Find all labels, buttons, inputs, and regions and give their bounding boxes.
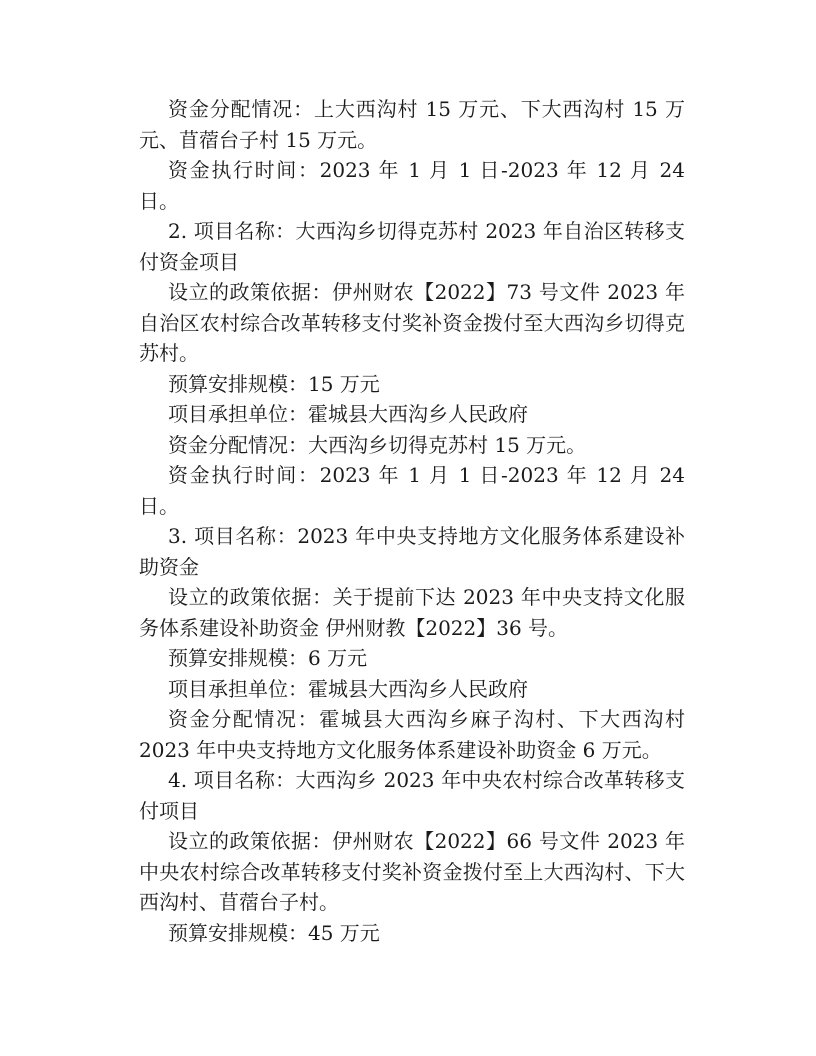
paragraph-project-2-budget: 预算安排规模：15 万元 — [168, 371, 380, 396]
paragraph-execution-time-1: 资金执行时间：2023 年 1 月 1 日-2023 年 12 月 24 日。 — [139, 158, 685, 213]
paragraph-project-3-budget: 预算安排规模：6 万元 — [168, 646, 368, 670]
paragraph-project-2-unit: 项目承担单位：霍城县大西沟乡人民政府 — [168, 402, 528, 426]
paragraph-project-3-unit: 项目承担单位：霍城县大西沟乡人民政府 — [168, 676, 528, 701]
paragraph-project-2-allocation: 资金分配情况：大西沟乡切得克苏村 15 万元。 — [168, 432, 587, 457]
paragraph-project-2-name: 2. 项目名称：大西沟乡切得克苏村 2023 年自治区转移支付资金项目 — [139, 219, 685, 274]
paragraph-project-2-policy: 设立的政策依据：伊州财农【2022】73 号文件 2023 年自治区农村综合改革转移支付奖补资金拨付至大西沟乡切得克苏村。 — [139, 280, 685, 365]
paragraph-project-4-name: 4. 项目名称：大西沟乡 2023 年中央农村综合改革转移支付项目 — [139, 768, 685, 823]
paragraph-project-4-policy: 设立的政策依据：伊州财农【2022】66 号文件 2023 年中央农村综合改革转移支付奖补资金拨付至上大西沟村、下大西沟村、苜蓿台子村。 — [139, 829, 685, 914]
paragraph-project-3-policy: 设立的政策依据：关于提前下达 2023 年中央支持文化服务体系建设补助资金 伊州财教【2022】36 号。 — [139, 585, 685, 640]
paragraph-project-3-allocation: 资金分配情况：霍城县大西沟乡麻子沟村、下大西沟村 2023 年中央支持地方文化服务体系建设补助资金 6 万元。 — [139, 707, 685, 762]
paragraph-fund-allocation-1: 资金分配情况：上大西沟村 15 万元、下大西沟村 15 万元、苜蓿台子村 15 万元。 — [139, 97, 685, 152]
document-body — [139, 94, 685, 948]
paragraph-project-2-execution-time: 资金执行时间：2023 年 1 月 1 日-2023 年 12 月 24 日。 — [139, 463, 685, 518]
paragraph-project-3-name: 3. 项目名称：2023 年中央支持地方文化服务体系建设补助资金 — [139, 524, 685, 579]
paragraph-project-4-budget: 预算安排规模：45 万元 — [168, 920, 380, 945]
